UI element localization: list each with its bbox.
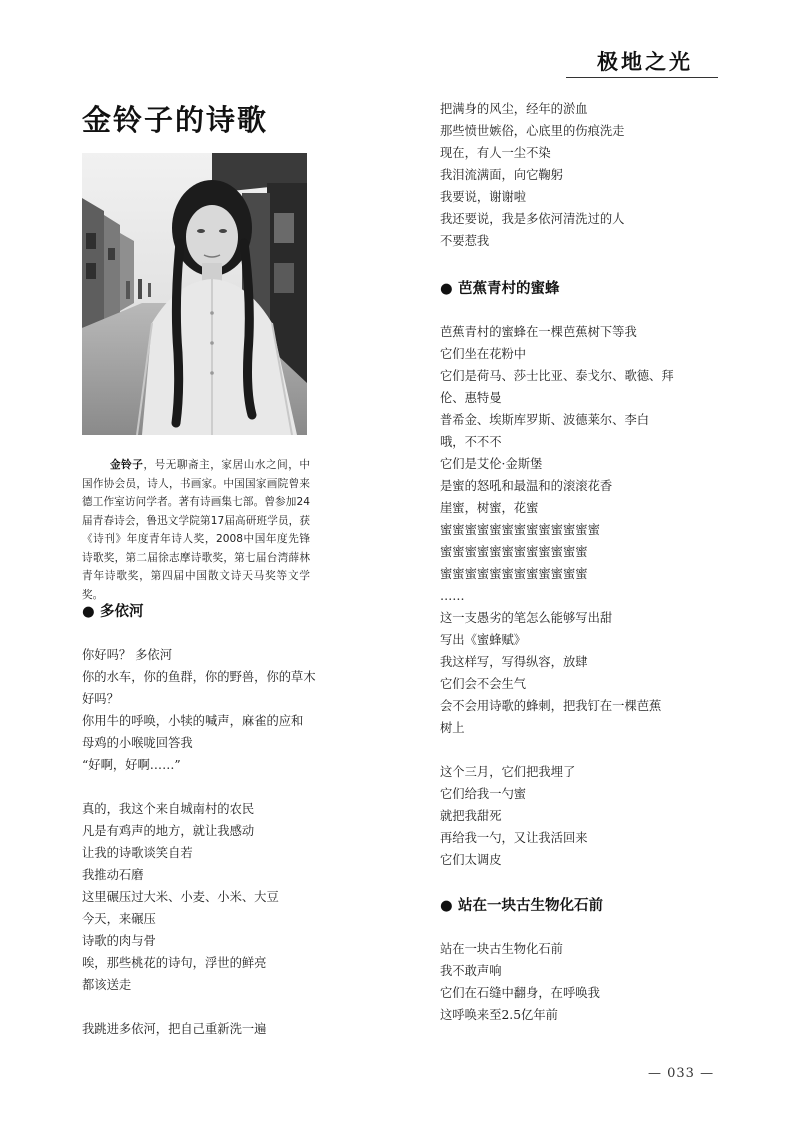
stanza-break [82,776,316,798]
poem-line: 你好吗？ 多依河 [82,648,172,662]
poem-line: 母鸡的小喉咙回答我 [82,736,193,750]
poem-line: 它们坐在花粉中 [440,347,527,361]
poem-line: 站在一块古生物化石前 [440,942,563,956]
poem-line: 今天，来碾压 [82,912,156,926]
poem-line: 我跳进多依河，把自己重新洗一遍 [82,1022,267,1036]
poem-line: 诗歌的肉与骨 [82,934,156,948]
poem-line: 我还要说，我是多依河清洗过的人 [440,212,625,226]
poem-line: 我泪流满面，向它鞠躬 [440,168,563,182]
poem-line: 你的水车，你的鱼群，你的野兽，你的草木 [82,670,316,684]
poem-line: 它们是艾伦·金斯堡 [440,457,543,471]
poem-line: 这呼唤来至2.5亿年前 [440,1008,558,1022]
author-bio-text: ，号无聊斋主，家居山水之间，中国作协会员，诗人，书画家。中国国家画院曾来德工作室访问学者。著有诗画集七部。曾参加24届青春诗会，鲁迅文学院第17届高研班学员，获《诗刊》年度青年诗人奖，2008中国年度先锋诗歌奖，第二届徐志摩诗歌奖，第七届台湾薛林青年诗歌奖，第四届中国散文诗天马奖等文学奖。 [82,459,311,601]
bullet-icon: ● [440,281,453,297]
author-bio [82,456,310,604]
poem-line: 我不敢声响 [440,964,502,978]
poem-line: 现在，有人一尘不染 [440,146,551,160]
poem-line: 伦、惠特曼 [440,391,502,405]
poem-line: 好吗？ [82,692,119,706]
poem-line: 它们在石缝中翻身，在呼唤我 [440,986,600,1000]
poem-line: 那些愤世嫉俗，心底里的伤痕洗走 [440,124,625,138]
poem-line: 都该送走 [82,978,132,992]
poem-line: 不要惹我 [440,234,490,248]
article-title: 金铃子的诗歌 [82,103,269,137]
poem-line: 普希金、埃斯库罗斯、波德莱尔、李白 [440,413,650,427]
author-photo-drawing [82,153,307,435]
poem-line: 这一支愚劣的笔怎么能够写出甜 [440,611,613,625]
poem-line: 它们是荷马、莎士比亚、泰戈尔、歌德、拜 [440,369,674,383]
poem-body-banana-village-bees [440,321,674,871]
poem-line: 我这样写，写得纵容，放肆 [440,655,588,669]
poem-body-duoyi-river-continued [440,98,624,252]
poem-title-text: 站在一块古生物化石前 [458,898,603,914]
poem-line: 我要说，谢谢啦 [440,190,527,204]
stanza-break [440,739,674,761]
poem-title-banana-village-bees [440,277,560,298]
poem-line: 它们给我一勺蜜 [440,787,527,801]
poem-line: 这里碾压过大米、小麦、小米、大豆 [82,890,279,904]
poem-line: 把满身的风尘，经年的淤血 [440,102,588,116]
poem-line: 唉，那些桃花的诗句，浮世的鲜亮 [82,956,267,970]
poem-title-duoyi-river [82,600,144,621]
poem-line: 蜜蜜蜜蜜蜜蜜蜜蜜蜜蜜蜜蜜蜜 [440,523,600,537]
poem-line: 让我的诗歌谈笑自若 [82,846,193,860]
poem-line: 蜜蜜蜜蜜蜜蜜蜜蜜蜜蜜蜜蜜 [440,545,588,559]
poem-line: 会不会用诗歌的蜂刺，把我钉在一棵芭蕉 [440,699,662,713]
poem-line: …… [440,589,465,603]
poem-line: 哦，不不不 [440,435,502,449]
poem-line: 崖蜜，树蜜，花蜜 [440,501,539,515]
poem-line: 凡是有鸡声的地方，就让我感动 [82,824,255,838]
author-name: 金铃子 [110,459,144,471]
author-photo [82,153,307,435]
poem-line: 树上 [440,721,465,735]
poem-line: 这个三月，它们把我埋了 [440,765,576,779]
poem-line: 是蜜的怒吼和最温和的滚滚花香 [440,479,613,493]
poem-body-fossil [440,938,600,1026]
poem-title-fossil [440,894,603,915]
column-title-rule [566,77,718,78]
poem-line: 你用牛的呼唤，小犊的喊声，麻雀的应和 [82,714,304,728]
bullet-icon: ● [440,898,453,914]
poem-title-text: 芭蕉青村的蜜蜂 [458,281,560,297]
poem-title-text: 多依河 [100,604,144,620]
poem-line: “好啊，好啊……” [82,758,181,772]
column-title: 极地之光 [597,50,693,74]
poem-line: 写出《蜜蜂赋》 [440,633,527,647]
poem-body-duoyi-river [82,644,316,1040]
poem-line: 它们会不会生气 [440,677,527,691]
bullet-icon: ● [82,604,95,620]
poem-line: 真的，我这个来自城南村的农民 [82,802,255,816]
poem-line: 再给我一勺，又让我活回来 [440,831,588,845]
poem-line: 就把我甜死 [440,809,502,823]
poem-line: 芭蕉青村的蜜蜂在一棵芭蕉树下等我 [440,325,637,339]
page-number: — 033 — [648,1066,715,1081]
poem-line: 它们太调皮 [440,853,502,867]
poem-line: 我推动石磨 [82,868,144,882]
stanza-break [82,996,316,1018]
poem-line: 蜜蜜蜜蜜蜜蜜蜜蜜蜜蜜蜜蜜 [440,567,588,581]
